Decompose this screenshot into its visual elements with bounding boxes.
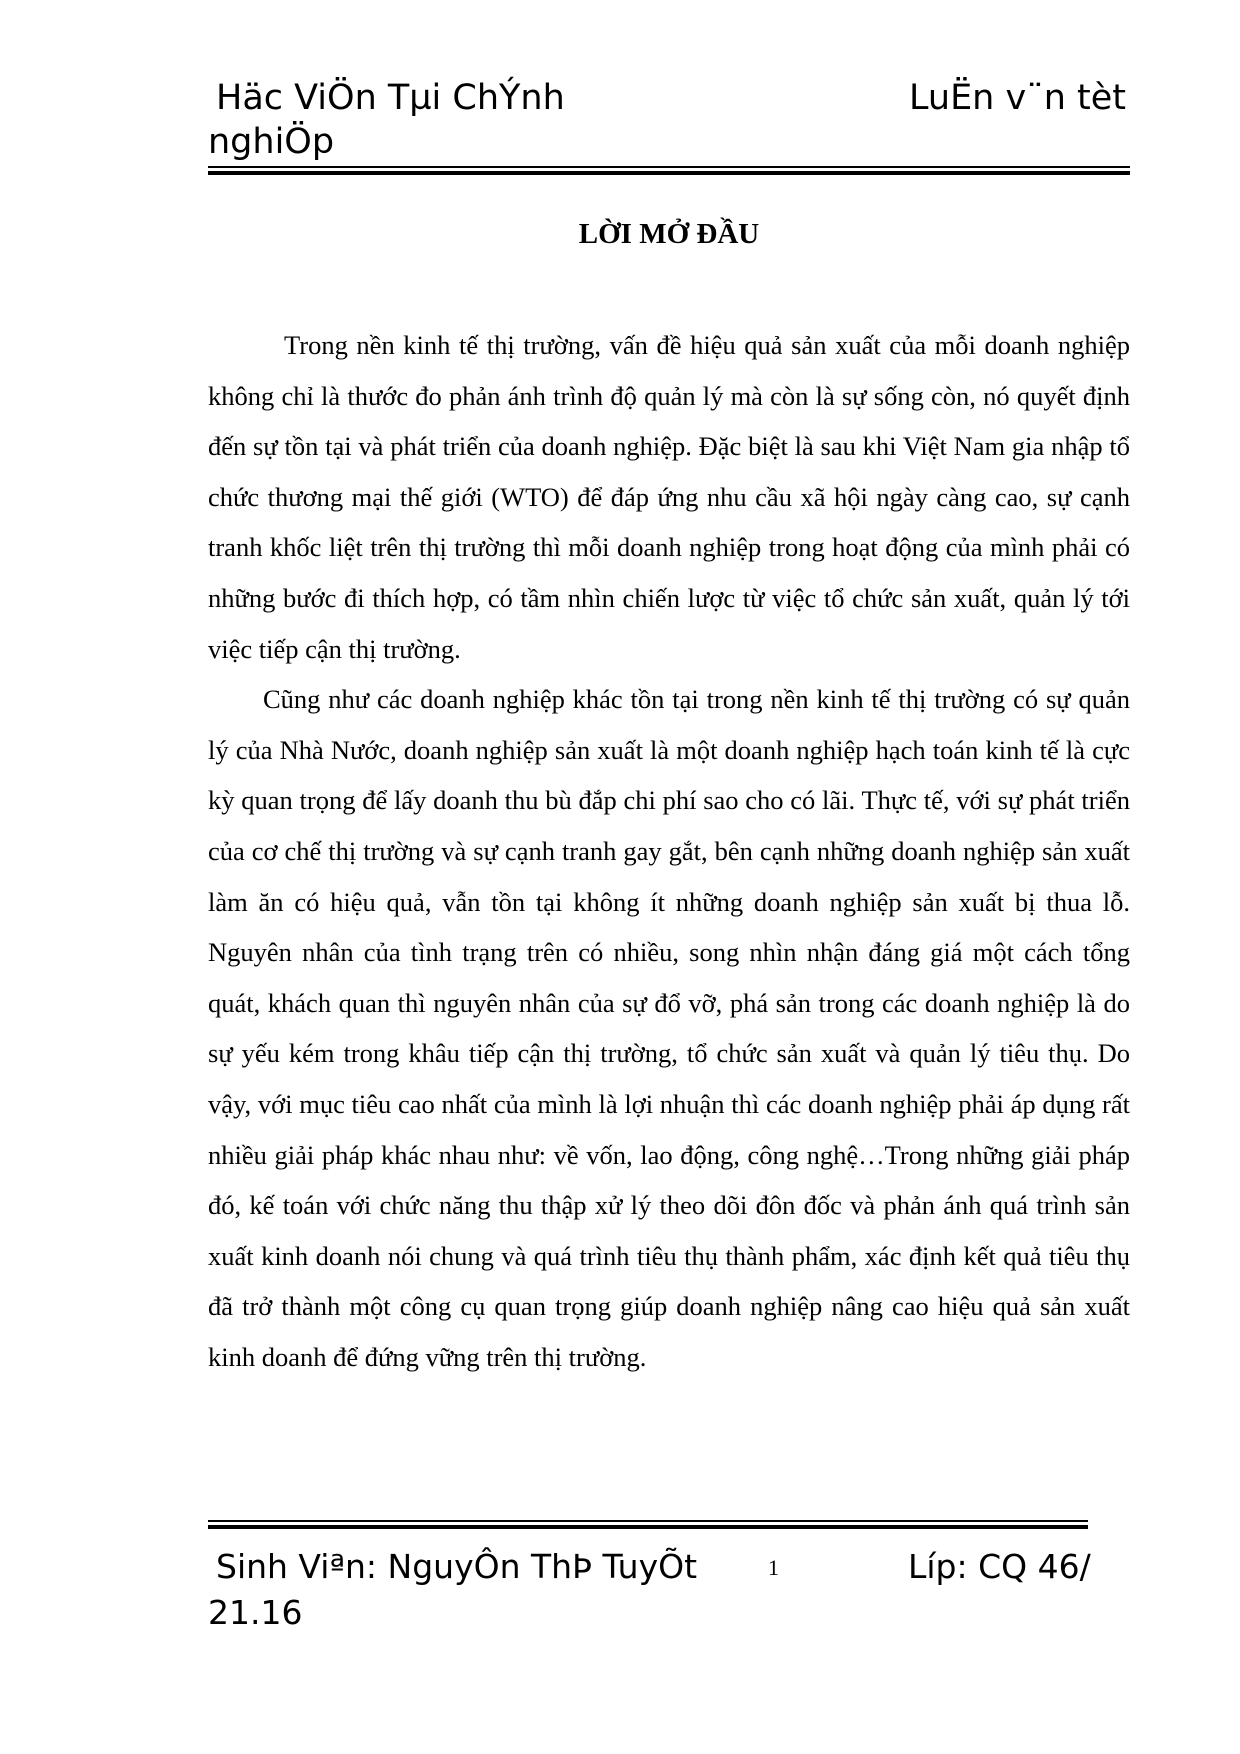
page-number: 1 (768, 1555, 779, 1580)
header-document-type-continuation: nghiÖp (208, 122, 335, 162)
header-document-type: LuËn v¨n tèt (909, 78, 1126, 118)
header-school-name: Häc ViÖn Tµi ChÝnh (216, 78, 565, 118)
footer-divider (208, 1520, 1088, 1529)
footer-student-name: Sinh Viªn: NguyÔn ThÞ TuyÕt (216, 1547, 698, 1586)
footer-class-continuation: 21.16 (208, 1593, 303, 1632)
page-title: LỜI MỞ ĐẦU (578, 218, 760, 250)
footer-class: Líp: CQ 46/ (908, 1547, 1091, 1586)
header-divider (208, 166, 1130, 175)
body-text (208, 320, 1130, 1382)
paragraph-2: Cũng như các doanh nghiệp khác tồn tại trong nền kinh tế thị trường có sự quản lý của Nhà Nước, doanh nghiệp sản xuất là một doanh nghiệp hạch toán kinh tế là cực kỳ quan trọng để lấy doanh thu bù đắp chi phí sao cho có lãi. Thực tế, với sự phát triển của cơ chế thị trường và sự cạnh tranh gay gắt, bên cạnh những doanh nghiệp sản xuất làm ăn có hiệu quả, vẫn tồn tại không ít những doanh nghiệp sản xuất bị thua lỗ. Nguyên nhân của tình trạng trên có nhiều, song nhìn nhận đáng giá một cách tổng quát, khách quan thì nguyên nhân của sự đổ vỡ, phá sản trong các doanh nghiệp là do sự yếu kém trong khâu tiếp cận thị trường, tổ chức sản xuất và quản lý tiêu thụ. Do vậy, với mục tiêu cao nhất của mình là lợi nhuận thì các doanh nghiệp phải áp dụng rất nhiều giải pháp khác nhau như: về vốn, lao động, công nghệ…Trong những giải pháp đó, kế toán với chức năng thu thập xử lý theo dõi đôn đốc và phản ánh quá trình sản xuất kinh doanh nói chung và quá trình tiêu thụ thành phẩm, xác định kết quả tiêu thụ đã trở thành một công cụ quan trọng giúp doanh nghiệp nâng cao hiệu quả sản xuất kinh doanh để đứng vững trên thị trường. (208, 684, 1130, 1372)
paragraph-1: Trong nền kinh tế thị trường, vấn đề hiệu quả sản xuất của mỗi doanh nghiệp không chỉ là thước đo phản ánh trình độ quản lý mà còn là sự sống còn, nó quyết định đến sự tồn tại và phát triển của doanh nghiệp. Đặc biệt là sau khi Việt Nam gia nhập tổ chức thương mại thế giới (WTO) để đáp ứng nhu cầu xã hội ngày càng cao, sự cạnh tranh khốc liệt trên thị trường thì mỗi doanh nghiệp trong hoạt động của mình phải có những bước đi thích hợp, có tầm nhìn chiến lược từ việc tổ chức sản xuất, quản lý tới việc tiếp cận thị trường. (208, 330, 1130, 664)
